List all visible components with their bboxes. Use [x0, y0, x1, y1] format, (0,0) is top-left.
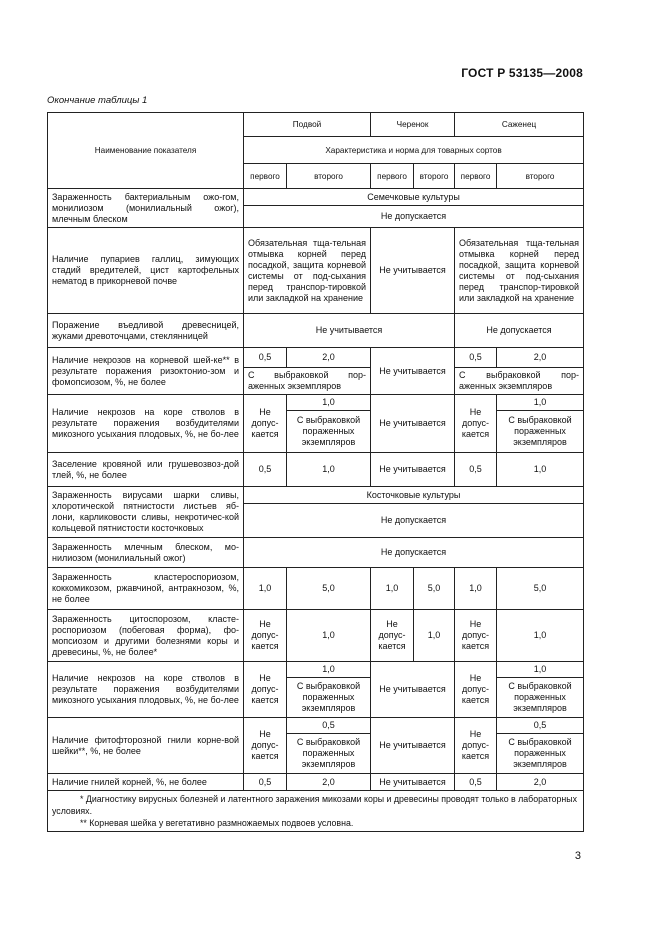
norm-value: Не допускается — [244, 538, 584, 568]
norm-value: 0,5 — [244, 348, 287, 368]
norm-value: 0,5 — [455, 774, 497, 791]
norm-value: 0,5 — [244, 453, 287, 487]
header-norm: Характеристика и норма для товарных сортов — [244, 137, 584, 164]
norm-value: Обязательная тща-тельная отмывка корней перед посадкой, защита корневой системы от под-сыхания перед транспор-тировкой или закладкой на хранение — [244, 228, 371, 314]
table-row — [48, 568, 584, 610]
norm-value: Не допускается — [244, 206, 584, 228]
norm-value: 1,0 — [287, 662, 371, 678]
indicator-name: Поражение въедливой древесницей, жуками древоточцами, стеклянницей — [48, 314, 244, 348]
norm-value: Не учитывается — [371, 718, 455, 774]
norm-value: Не учитывается — [371, 453, 455, 487]
norm-value: С выбраковкой пор-аженных экземпляров — [455, 368, 584, 395]
norm-value: С выбраковкой пораженных экземпляров — [287, 678, 371, 718]
footnote-2: ** Корневая шейка у вегетативно размножаемых подвоев условна. — [80, 818, 354, 828]
footnotes — [48, 791, 584, 832]
norm-value: Обязательная тща-тельная отмывка корней перед посадкой, защита корневой системы от под-сыхания перед транспор-тировкой или закладкой на хранение — [455, 228, 584, 314]
norm-value: С выбраковкой пораженных экземпляров — [287, 734, 371, 774]
header-indicator: Наименование показателя — [48, 113, 244, 189]
norm-value: Не допус-кается — [244, 395, 287, 453]
header-first: первого — [371, 164, 414, 189]
norm-value: С выбраковкой пораженных экземпляров — [497, 734, 584, 774]
norm-value: 2,0 — [287, 774, 371, 791]
header-first: первого — [244, 164, 287, 189]
norm-value: 0,5 — [455, 348, 497, 368]
norm-value: Не учитывается — [244, 314, 455, 348]
norm-value: 1,0 — [371, 568, 414, 610]
header-cutting: Черенок — [371, 113, 455, 137]
norm-value: 1,0 — [455, 568, 497, 610]
indicator-name: Наличие некрозов на коре стволов в результате поражения возбудителями микозного усыхания плодовых, %, не бо-лее — [48, 662, 244, 718]
norm-value: Не допускается — [455, 314, 584, 348]
norm-value: 0,5 — [287, 718, 371, 734]
disease-norms-table — [47, 112, 584, 832]
norm-value: С выбраковкой пораженных экземпляров — [497, 411, 584, 453]
norm-value: Не допус-кается — [371, 610, 414, 662]
indicator-name: Зараженность цитоспорозом, класте-роспориозом (побеговая форма), фо-мопсиозом и другими болезнями коры и древесины, %, не более* — [48, 610, 244, 662]
norm-value: 1,0 — [287, 610, 371, 662]
norm-value: 1,0 — [287, 395, 371, 411]
norm-value: 1,0 — [287, 453, 371, 487]
header-sapling: Саженец — [455, 113, 584, 137]
indicator-name: Заселение кровяной или грушевозвоз-дой тлей, %, не более — [48, 453, 244, 487]
norm-value: 1,0 — [497, 453, 584, 487]
norm-value: С выбраковкой пораженных экземпляров — [497, 678, 584, 718]
norm-value: С выбраковкой пор-аженных экземпляров — [244, 368, 371, 395]
header-second: второго — [497, 164, 584, 189]
table-row — [48, 395, 584, 411]
norm-value: 2,0 — [287, 348, 371, 368]
norm-value: 1,0 — [414, 610, 455, 662]
document-code: ГОСТ Р 53135—2008 — [461, 66, 583, 80]
indicator-name: Зараженность млечным блеском, мо-нилиозом (монилиальный ожог) — [48, 538, 244, 568]
table-row — [48, 610, 584, 662]
norm-value: 0,5 — [455, 453, 497, 487]
norm-value: Не учитывается — [371, 774, 455, 791]
table-row — [48, 538, 584, 568]
norm-value: Не допус-кается — [455, 718, 497, 774]
norm-value: С выбраковкой пораженных экземпляров — [287, 411, 371, 453]
norm-value: 1,0 — [497, 395, 584, 411]
header-first: первого — [455, 164, 497, 189]
footnote-1: * Диагностику вирусных болезней и латентного заражения микозами коры и древесины проводят только в лабораторных условиях. — [52, 794, 577, 816]
table-row — [48, 348, 584, 368]
footnotes-row — [48, 791, 584, 832]
table-row — [48, 718, 584, 734]
table-row — [48, 662, 584, 678]
norm-value: 2,0 — [497, 774, 584, 791]
norm-value: Не допус-кается — [455, 610, 497, 662]
norm-value: 1,0 — [244, 568, 287, 610]
norm-value: Не допус-кается — [455, 395, 497, 453]
table-row — [48, 487, 584, 504]
norm-value: Не учитывается — [371, 348, 455, 395]
norm-value: Не допускается — [244, 504, 584, 538]
section-header: Семечковые культуры — [244, 189, 584, 206]
norm-value: 5,0 — [497, 568, 584, 610]
norm-value: Не учитывается — [371, 662, 455, 718]
header-second: второго — [287, 164, 371, 189]
indicator-name: Зараженность вирусами шарки сливы, хлоротической пятнистости листьев яб-лони, карликовости сливы, некротичес-кой кольцевой пятнистости косточковых — [48, 487, 244, 538]
norm-value: 1,0 — [497, 610, 584, 662]
indicator-name: Наличие пупариев галлиц, зимующих стадий вредителей, цист картофельных нематод в прикорневой почве — [48, 228, 244, 314]
indicator-name: Наличие фитофторозной гнили корне-вой шейки**, %, не более — [48, 718, 244, 774]
table-row — [48, 453, 584, 487]
table-row — [48, 774, 584, 791]
indicator-name: Наличие гнилей корней, %, не более — [48, 774, 244, 791]
header-second: второго — [414, 164, 455, 189]
norm-value: Не допус-кается — [455, 662, 497, 718]
norm-value: Не допус-кается — [244, 718, 287, 774]
page-number: 3 — [574, 850, 581, 862]
header-rootstock: Подвой — [244, 113, 371, 137]
norm-value: Не допус-кается — [244, 610, 287, 662]
norm-value: 2,0 — [497, 348, 584, 368]
indicator-name: Наличие некрозов на коре стволов в результате поражения возбудителями микозного усыхания плодовых, %, не бо-лее — [48, 395, 244, 453]
section-header: Косточковые культуры — [244, 487, 584, 504]
norm-value: 0,5 — [244, 774, 287, 791]
norm-value: 5,0 — [414, 568, 455, 610]
table-row — [48, 314, 584, 348]
norm-value: 1,0 — [497, 662, 584, 678]
indicator-name: Наличие некрозов на корневой шей-ке** в результате поражения ризоктонио-зом и фомопсиозом, %, не более — [48, 348, 244, 395]
table-row — [48, 189, 584, 206]
table-row — [48, 228, 584, 314]
header-row-1 — [48, 113, 584, 137]
norm-value: Не учитывается — [371, 228, 455, 314]
indicator-name: Зараженность кластероспориозом, коккомикозом, ржавчиной, антракнозом, %, не более — [48, 568, 244, 610]
norm-value: 0,5 — [497, 718, 584, 734]
norm-value: Не допус-кается — [244, 662, 287, 718]
norm-value: 5,0 — [287, 568, 371, 610]
table-caption: Окончание таблицы 1 — [47, 95, 148, 106]
norm-value: Не учитывается — [371, 395, 455, 453]
indicator-name: Зараженность бактериальным ожо-гом, монилиозом (монилиальный ожог), млечным блеском — [48, 189, 244, 228]
